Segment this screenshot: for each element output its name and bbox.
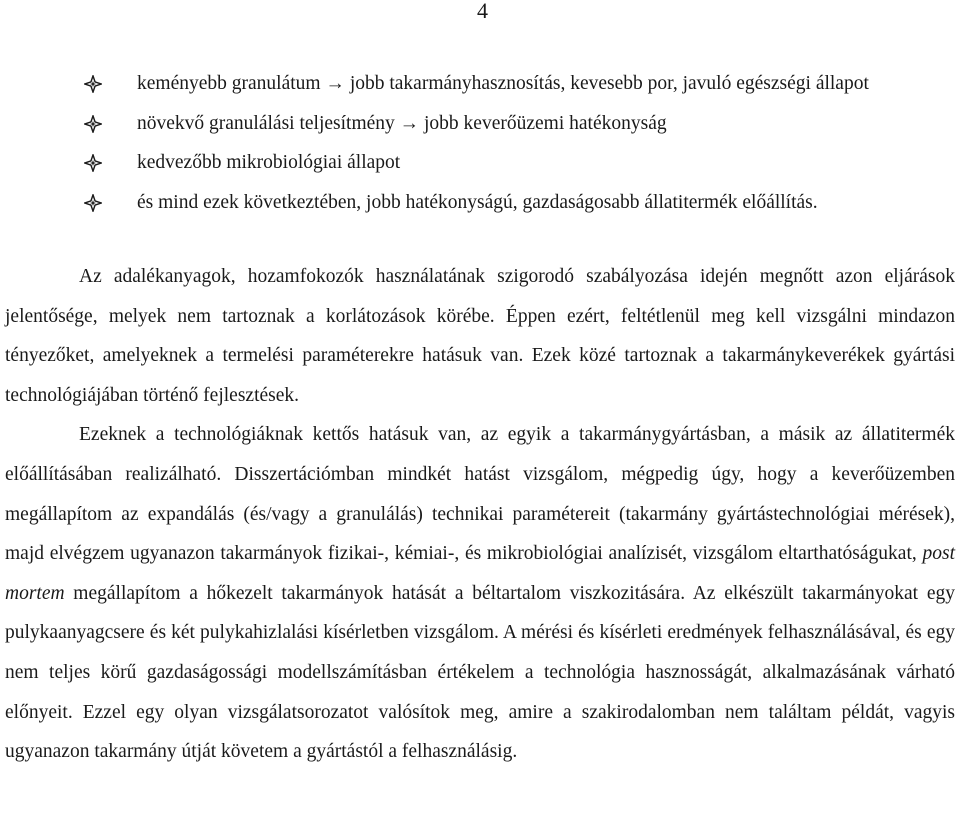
bullet-item — [0, 64, 960, 104]
bullet-list — [0, 64, 960, 222]
diamond-star-bullet-icon — [84, 115, 102, 133]
paragraph-text: megállapítom a hőkezelt takarmányok hatását a béltartalom viszkozitására. Az elkészült takarmányokat egy pulykaanyagcsere és két pulykahizlalási kísérletben vizsgálom. A mérési és kísérleti eredmények felhasználásával, és egy nem teljes körű gazdaságossági modellszámításban értékelem a technológia hasznosságát, alkalmazásának várható előnyeit. Ezzel egy olyan vizsgálatsorozatot valósítok meg, amire a szakirodalomban nem találtam példát, vagyis ugyanazon takarmány útját követem a gyártástól a felhasználásig. — [5, 582, 955, 763]
diamond-star-bullet-icon — [84, 75, 102, 93]
paragraph — [5, 257, 955, 415]
bullet-text: keményebb granulátum → jobb takarmányhasznosítás, kevesebb por, javuló egészségi állapot — [137, 73, 869, 94]
diamond-star-bullet-icon — [84, 154, 102, 172]
diamond-star-bullet-icon — [84, 194, 102, 212]
bullet-text: növekvő granulálási teljesítmény → jobb keverőüzemi hatékonyság — [137, 112, 667, 134]
body-text — [5, 257, 955, 772]
paragraph-text: Az adalékanyagok, hozamfokozók használatának szigorodó szabályozása idején megnőtt azon eljárások jelentősége, melyek nem tartoznak a korlátozások körébe. Éppen ezért, feltétlenül meg kell vizsgálni mindazon tényezőket, amelyeknek a termelési paraméterekre hatásuk van. Ezek közé tartoznak a takarmánykeverékek gyártási technológiájában történő fejlesztések. — [5, 266, 955, 406]
bullet-text: és mind ezek következtében, jobb hatékonyságú, gazdaságosabb állatitermék előállítás. — [137, 191, 818, 213]
bullet-text: kedvezőbb mikrobiológiai állapot — [137, 152, 401, 173]
paragraph — [5, 415, 955, 771]
bullet-item — [0, 104, 960, 144]
page-number: 4 — [477, 0, 488, 23]
bullet-item — [0, 183, 960, 223]
paragraph-italic-text: post mortem — [5, 543, 955, 604]
bullet-item — [0, 143, 960, 183]
paragraph-text: Ezeknek a technológiáknak kettős hatásuk van, az egyik a takarmánygyártásban, a másik az állatitermék előállításában realizálható. Disszertációmban mindkét hatást vizsgálom, mégpedig úgy, hogy a keverőüzemben megállapítom az expandálás (és/vagy a granulálás) technikai paramétereit (takarmány gyártástechnológiai mérések), majd elvégzem ugyanazon takarmányok fizikai-, kémiai-, és mikrobiológiai analízisét, vizsgálom eltarthatóságukat, — [5, 424, 955, 565]
